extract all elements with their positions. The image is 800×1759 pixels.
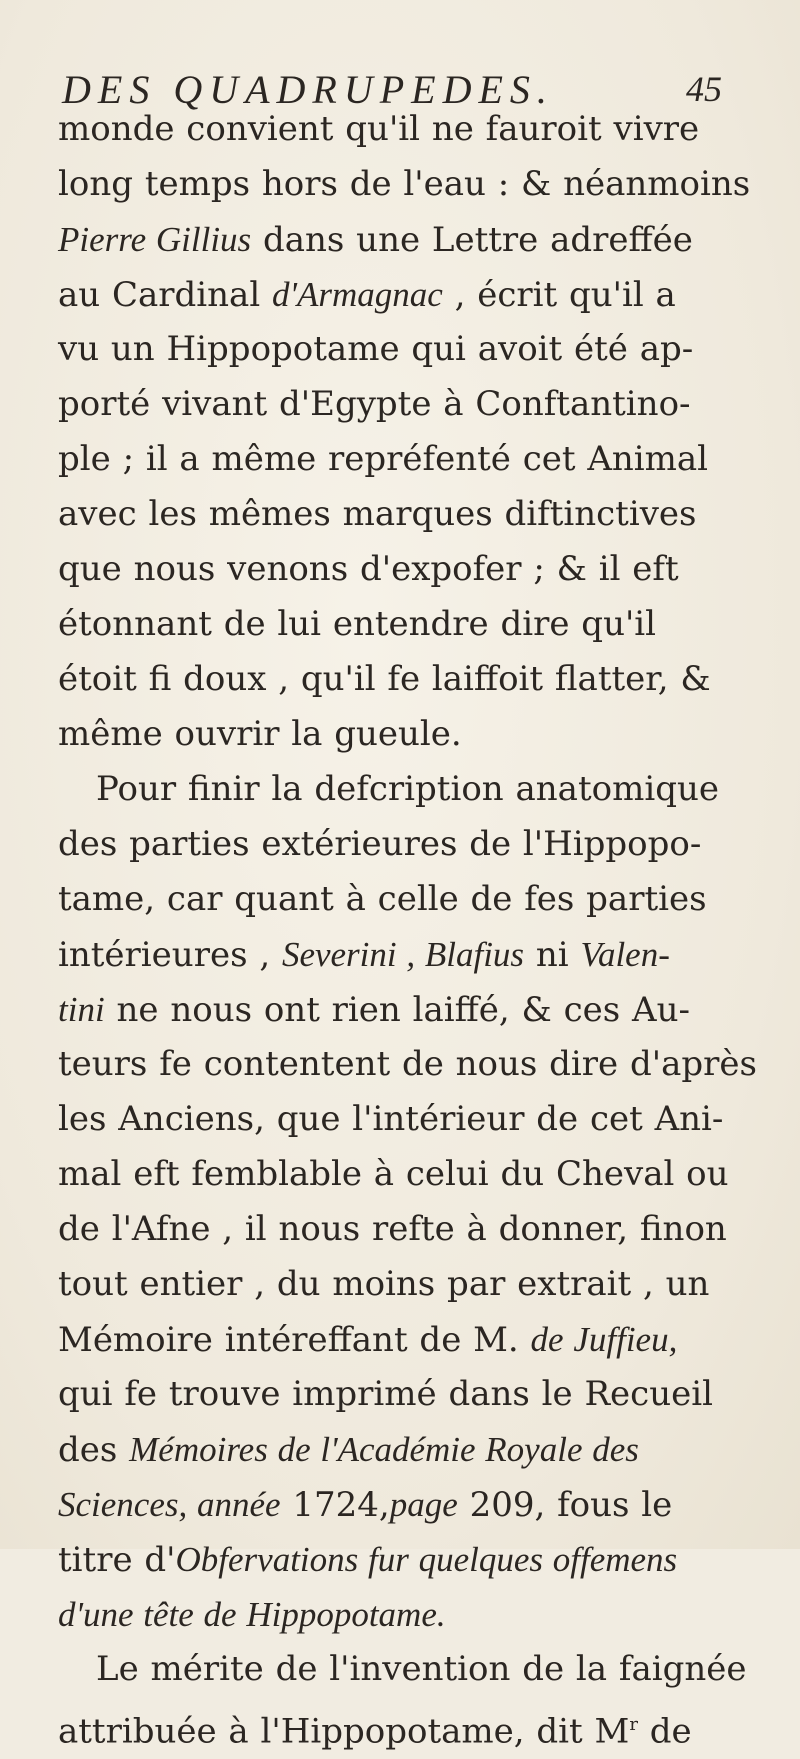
text-segment: 1724, (280, 1485, 390, 1525)
text-line (58, 1697, 758, 1752)
text-line (58, 432, 758, 487)
text-line (58, 982, 758, 1037)
text-line (58, 707, 758, 762)
text-segment: avec les mêmes marques diftinctives (58, 494, 697, 534)
italic-segment: Obfervations fur quelques offemens (175, 1540, 678, 1579)
text-segment: au Cardinal (58, 275, 273, 315)
text-segment: titre d' (58, 1540, 176, 1580)
text-segment: r (629, 1714, 638, 1735)
text-segment: attribuée à l'Hippopotame, dit M (58, 1711, 630, 1752)
text-line (58, 1312, 758, 1367)
text-line (58, 212, 758, 267)
running-head: DES QUADRUPEDES. (62, 67, 554, 112)
text-line (58, 1202, 758, 1257)
text-line (58, 597, 758, 652)
text-segment: porté vivant d'Egypte à Conftantino- (58, 384, 691, 424)
text-segment: même ouvrir la gueule. (58, 714, 462, 754)
text-line (58, 1642, 758, 1697)
text-line (58, 267, 758, 322)
text-segment: tout entier , du moins par extrait , un (58, 1264, 710, 1304)
italic-segment: page (389, 1485, 458, 1524)
text-segment: de (637, 1711, 692, 1752)
text-line (58, 322, 758, 377)
italic-segment: Sciences, année (58, 1485, 281, 1524)
text-line (58, 377, 758, 432)
body-text (58, 102, 758, 1752)
text-line (58, 1477, 758, 1532)
text-segment: Le mérite de l'invention de la faignée (96, 1649, 747, 1689)
text-segment: intérieures , (58, 935, 282, 975)
text-line (58, 872, 758, 927)
italic-segment: tini (58, 990, 105, 1029)
text-segment: étoit fi doux , qu'il fe laiffoit flatter, & (58, 659, 711, 699)
text-segment: ple ; il a même repréfenté cet Animal (58, 439, 709, 479)
italic-segment: d'une tête de Hippopotame. (58, 1595, 446, 1634)
text-line (58, 1587, 758, 1642)
text-line (58, 1532, 758, 1587)
text-segment: teurs fe contentent de nous dire d'après (58, 1044, 757, 1084)
text-segment: des parties extérieures de l'Hippopo- (58, 824, 702, 864)
text-segment: 209, fous le (457, 1485, 673, 1525)
text-line (58, 487, 758, 542)
text-line (58, 1257, 758, 1312)
text-line (58, 762, 758, 817)
italic-segment: Mémoires de l'Académie Royale des (129, 1430, 639, 1469)
text-segment: les Anciens, que l'intérieur de cet Ani- (58, 1099, 724, 1139)
text-segment: , écrit qu'il a (442, 275, 676, 315)
text-segment: mal eft femblable à celui du Cheval ou (58, 1154, 729, 1194)
page-number: 45 (686, 69, 722, 109)
text-line (58, 102, 758, 157)
text-segment: ne nous ont rien laiffé, & ces Au- (104, 990, 690, 1030)
italic-segment: Severini , Blafius (281, 935, 525, 974)
text-segment: étonnant de lui entendre dire qu'il (58, 604, 657, 644)
text-segment: qui fe trouve imprimé dans le Recueil (58, 1374, 713, 1414)
text-line (58, 1367, 758, 1422)
text-segment: dans une Lettre adreffée (251, 220, 693, 260)
text-segment: Mémoire intéreffant de M. (58, 1320, 531, 1360)
text-segment: tame, car quant à celle de fes parties (58, 879, 707, 919)
text-line (58, 927, 758, 982)
italic-segment: Pierre Gillius (58, 220, 252, 259)
italic-segment: Valen- (580, 935, 670, 974)
text-segment: long temps hors de l'eau : & néanmoins (58, 164, 751, 204)
text-line (58, 542, 758, 597)
text-segment: ni (524, 935, 581, 975)
text-segment: Pour finir la defcription anatomique (96, 769, 719, 809)
italic-segment: de Juffieu, (530, 1320, 678, 1359)
text-line (58, 1147, 758, 1202)
text-line (58, 652, 758, 707)
text-line (58, 1092, 758, 1147)
text-segment: que nous venons d'expofer ; & il eft (58, 549, 679, 589)
italic-segment: d'Armagnac (272, 275, 443, 314)
text-line (58, 817, 758, 872)
text-line (58, 1422, 758, 1477)
text-line (58, 157, 758, 212)
text-segment: des (58, 1430, 130, 1470)
text-line (58, 1037, 758, 1092)
text-segment: monde convient qu'il ne fauroit vivre (58, 109, 700, 149)
text-segment: vu un Hippopotame qui avoit été ap- (58, 329, 694, 369)
text-segment: de l'Afne , il nous refte à donner, finon (58, 1209, 727, 1249)
